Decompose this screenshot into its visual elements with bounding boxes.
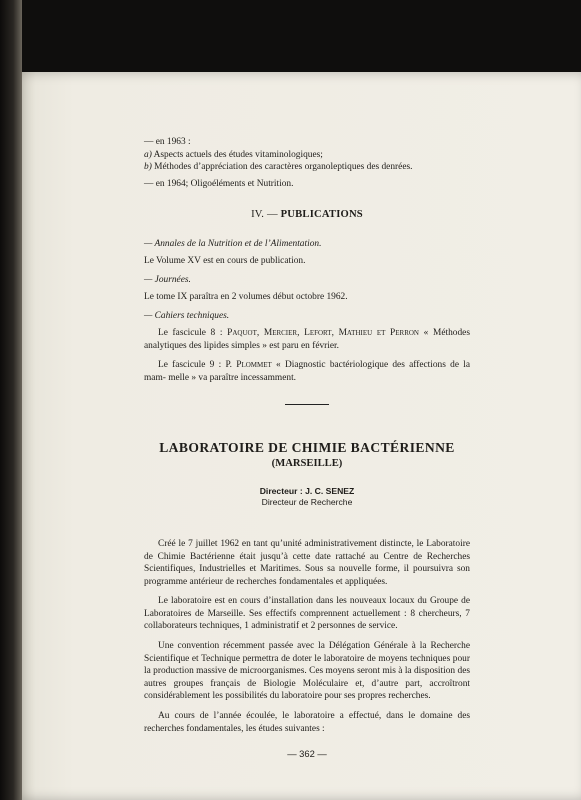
publication-heading: — Journées. [144,275,191,286]
publications-section [144,238,470,384]
page-content [144,136,470,761]
publication-text: Le tome IX paraîtra en 2 volumes début octobre 1962. [144,291,348,302]
laboratory-title: LABORATOIRE DE CHIMIE BACTÉRIENNE [159,440,455,456]
section-title: PUBLICATIONS [280,209,363,221]
program-list [144,136,470,190]
paragraph: Le laboratoire est en cours d’installation dans les nouveaux locaux du Groupe de Laboratoires de Marseille. Ses effectifs comprennent actuellement : 8 chercheurs, 7 collaborateurs techniques, 1 administratif et 2 personnes de service. [144,596,470,632]
section-divider [285,404,329,405]
director-block [144,486,470,508]
publication-heading: — Annales de la Nutrition et de l’Alimentation. [144,238,322,249]
fascicle-rest: « Méthodes analytiques des lipides simples » est paru en février. [144,327,470,351]
list-item: — en 1964; Oligoéléments et Nutrition. [144,178,294,189]
fascicle-prefix: Le fascicule 9 : P. [158,360,237,371]
publication-text: Le Volume XV est en cours de publication. [144,255,306,266]
fascicle-prefix: Le fascicule 8 : [158,327,228,338]
section-heading [144,209,470,222]
laboratory-location: (MARSEILLE) [271,458,343,470]
fascicle-author: Plommet [236,360,272,371]
item-letter: b) [144,162,152,173]
director-name: J. C. SENEZ [305,485,355,496]
director-role: Directeur de Recherche [261,496,353,507]
book-binding-shadow [0,0,22,800]
item-text: Aspects actuels des études vitaminologiques; [151,149,323,160]
list-item [144,149,470,162]
list-item [144,161,470,174]
publication-text [144,359,470,384]
publication-heading: — Cahiers techniques. [144,311,230,322]
item-text: Méthodes d’appréciation des caractères organoleptiques des denrées. [151,162,413,173]
page-number: — 362 — [287,748,327,760]
fascicle-rest: « Diagnostic bactériologique des affections de la mam- melle » va paraître incessamment. [144,360,470,383]
section-number: IV. — [251,209,281,221]
publication-text [144,327,470,352]
list-item: — en 1963 : [144,137,191,147]
item-letter: a) [144,149,152,160]
director-label: Directeur : [259,485,306,496]
laboratory-description [144,538,470,735]
paragraph: Au cours de l’année écoulée, le laboratoire a effectué, dans le domaine des recherches fondamentales, les études suivantes : [144,711,470,734]
paragraph: Créé le 7 juillet 1962 en tant qu’unité administrativement distincte, le Laboratoire de Chimie Bactérienne était jusqu’à cette date rattaché au Centre de Recherches Scientifiques, Industrielles et Maritimes. Sous sa nouvelle forme, il poursuivra son programme antérieur de recherches fondamentales et appliquées. [144,538,470,587]
fascicle-authors: Paquot, Mercier, Lefort, Mathieu et Perron [227,327,419,338]
paragraph: Une convention récemment passée avec la Délégation Générale à la Recherche Scientifique et Technique permettra de doter le laboratoire de moyens techniques pour la production massive de microorganismes. Ces moyens seront mis à la disposition des autres groupes français de Biologie Moléculaire et, d’autre part, accroîtront considérablement les possibilités du laboratoire pour ses propres recherches. [144,641,470,702]
